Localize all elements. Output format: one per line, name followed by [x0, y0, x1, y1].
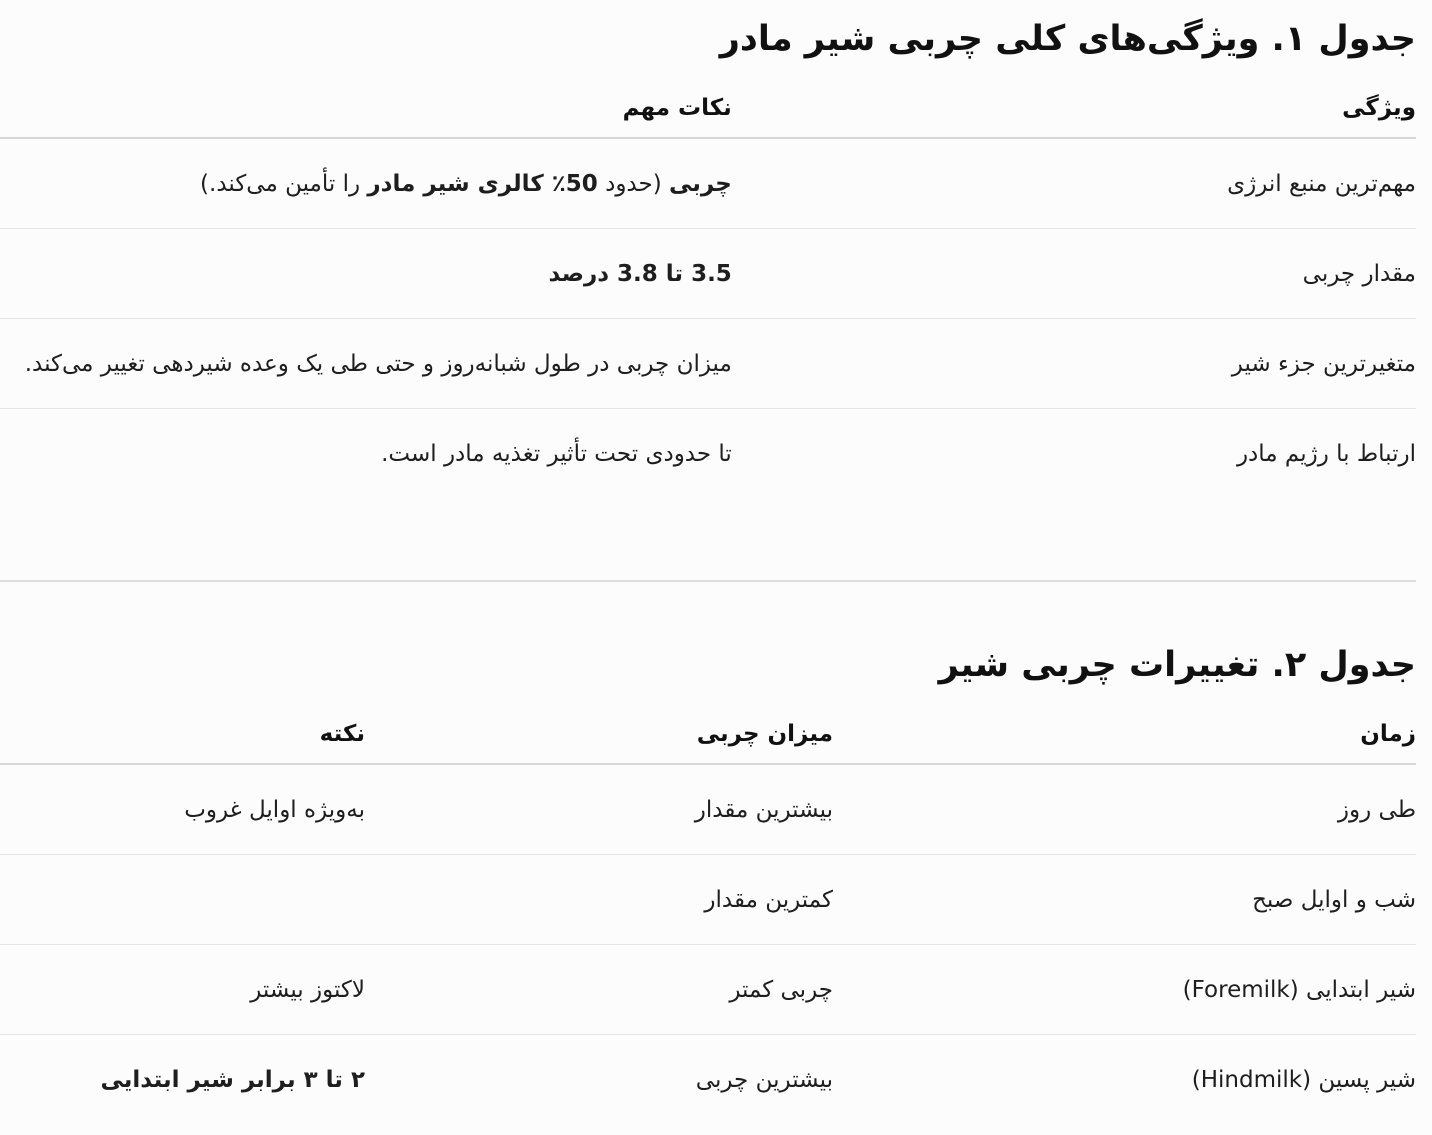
table-row — [0, 319, 1416, 409]
table1 — [0, 78, 1416, 498]
table2-cell-note: لاکتوز بیشتر — [0, 945, 365, 1035]
note-bold-text: ۲ تا ۳ برابر شیر ابتدایی — [100, 1066, 365, 1093]
table2-header-fat: میزان چربی — [365, 704, 833, 764]
table2-cell-time: شیر پسین (Hindmilk) — [1191, 1066, 1416, 1093]
table1-cell-note: میزان چربی در طول شبانه‌روز و حتی طی یک وعده شیردهی تغییر می‌کند. — [0, 319, 732, 409]
table2-cell-note — [0, 1035, 365, 1125]
table2-cell-fat: چربی کمتر — [365, 945, 833, 1035]
table1-cell-feature: متغیرترین جزء شیر — [732, 319, 1416, 409]
table1-cell-note — [0, 229, 732, 319]
table2-cell-time: طی روز — [833, 764, 1416, 855]
table-row — [0, 855, 1416, 945]
table2 — [0, 704, 1416, 1124]
table1-title: جدول ۱. ویژگی‌های کلی چربی شیر مادر — [719, 19, 1416, 59]
table1-header-feature: ویژگی — [732, 78, 1416, 138]
table2-cell-time: شیر ابتدایی (Foremilk) — [833, 945, 1416, 1035]
note-bold-text: 50٪ کالری شیر مادر — [367, 170, 598, 197]
table-row — [0, 1035, 1416, 1125]
table2-cell-fat: بیشترین چربی — [695, 1066, 833, 1093]
table1-cell-note — [0, 138, 732, 229]
table2-header-note: نکته — [0, 704, 365, 764]
table-row — [0, 409, 1416, 499]
note-plain-text: را تأمین می‌کند.) — [200, 170, 368, 197]
table2-title: جدول ۲. تغییرات چربی شیر — [938, 645, 1416, 685]
table-row — [0, 764, 1416, 855]
table-row — [0, 138, 1416, 229]
table2-header-row — [0, 704, 1416, 764]
table1-cell-note: تا حدودی تحت تأثیر تغذیه مادر است. — [381, 440, 732, 467]
table-row — [0, 229, 1416, 319]
table2-header-time: زمان — [833, 704, 1416, 764]
table2-cell-fat: کمترین مقدار — [365, 855, 833, 945]
note-bold-text: 3.5 تا 3.8 درصد — [548, 260, 732, 287]
table1-cell-feature: مقدار چربی — [732, 229, 1416, 319]
table1-cell-feature: مهم‌ترین منبع انرژی — [732, 138, 1416, 229]
table-row — [0, 945, 1416, 1035]
note-plain-text: (حدود — [597, 170, 670, 197]
table1-header-notes: نکات مهم — [0, 78, 732, 138]
table2-cell-fat: بیشترین مقدار — [365, 764, 833, 855]
table2-cell-note — [0, 855, 365, 945]
section-divider — [0, 580, 1416, 582]
table1-header-row — [0, 78, 1416, 138]
note-bold-text: چربی — [669, 170, 732, 197]
table2-cell-time: شب و اوایل صبح — [833, 855, 1416, 945]
table1-cell-feature: ارتباط با رژیم مادر — [1236, 440, 1416, 467]
table2-cell-note: به‌ویژه اوایل غروب — [0, 764, 365, 855]
table2-section — [0, 644, 1416, 1124]
